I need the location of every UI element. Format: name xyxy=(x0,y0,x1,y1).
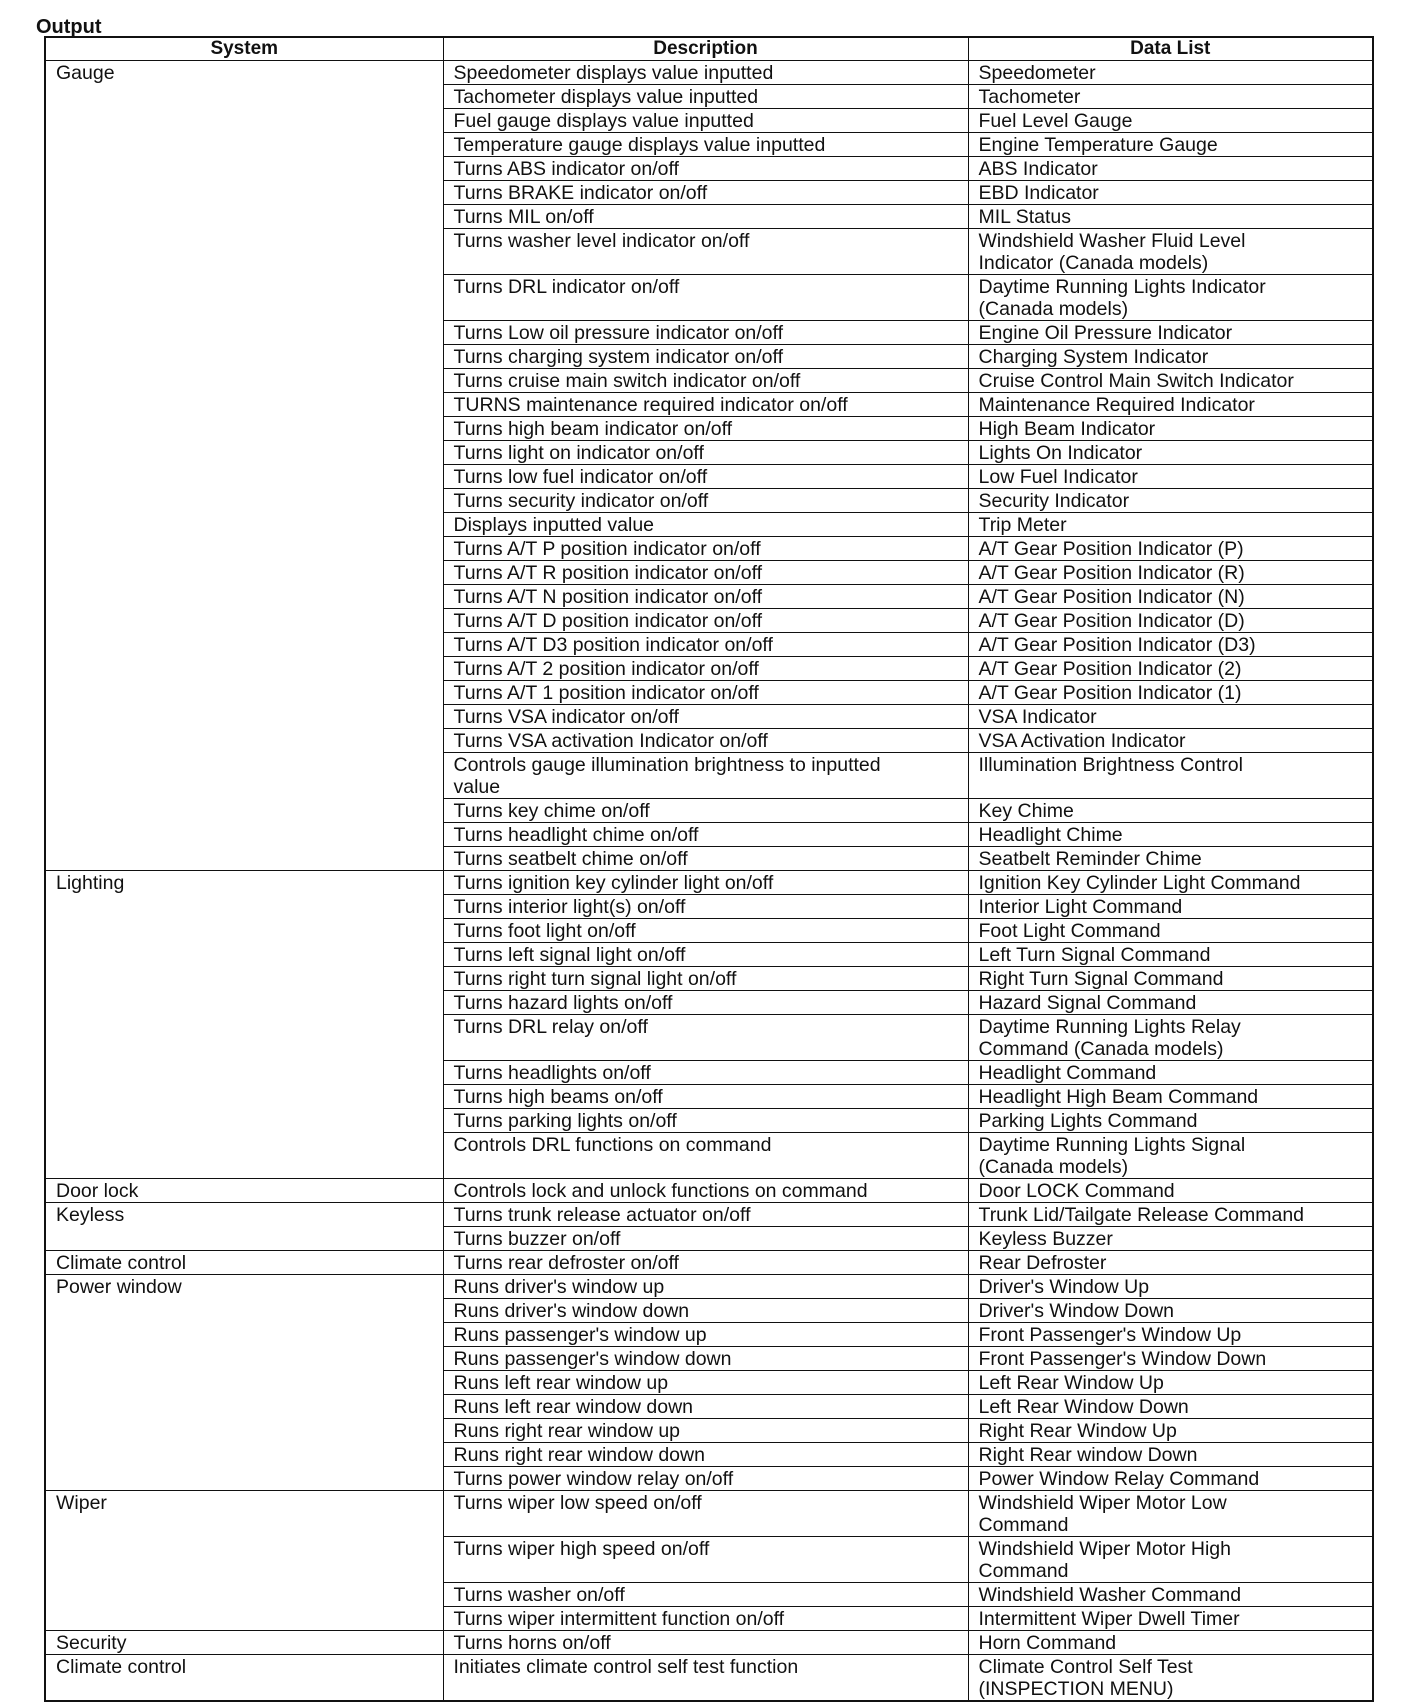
system-cell: Power window xyxy=(45,1275,443,1491)
data-list-cell: A/T Gear Position Indicator (R) xyxy=(968,561,1373,585)
description-cell: Turns ignition key cylinder light on/off xyxy=(443,871,968,895)
description-cell: Turns A/T 1 position indicator on/off xyxy=(443,681,968,705)
description-cell: Turns low fuel indicator on/off xyxy=(443,465,968,489)
data-list-cell: Keyless Buzzer xyxy=(968,1227,1373,1251)
description-cell: Turns security indicator on/off xyxy=(443,489,968,513)
table-row xyxy=(45,1631,1373,1655)
system-cell: Wiper xyxy=(45,1491,443,1631)
header-system: System xyxy=(45,37,443,61)
data-list-cell: A/T Gear Position Indicator (N) xyxy=(968,585,1373,609)
table-row xyxy=(45,1179,1373,1203)
description-cell: TURNS maintenance required indicator on/off xyxy=(443,393,968,417)
data-list-cell: Daytime Running Lights Indicator (Canada models) xyxy=(968,275,1373,321)
description-cell: Turns high beam indicator on/off xyxy=(443,417,968,441)
data-list-cell: Interior Light Command xyxy=(968,895,1373,919)
description-cell: Runs left rear window down xyxy=(443,1395,968,1419)
output-table-wrapper xyxy=(44,36,1372,1702)
table-row xyxy=(45,1655,1373,1702)
data-list-cell: Driver's Window Down xyxy=(968,1299,1373,1323)
data-list-cell: Windshield Washer Fluid Level Indicator (Canada models) xyxy=(968,229,1373,275)
description-cell: Runs driver's window down xyxy=(443,1299,968,1323)
description-cell: Turns ABS indicator on/off xyxy=(443,157,968,181)
description-cell: Turns light on indicator on/off xyxy=(443,441,968,465)
data-list-cell: Fuel Level Gauge xyxy=(968,109,1373,133)
description-cell: Turns VSA indicator on/off xyxy=(443,705,968,729)
data-list-cell: Maintenance Required Indicator xyxy=(968,393,1373,417)
data-list-cell: Driver's Window Up xyxy=(968,1275,1373,1299)
data-list-cell: Trip Meter xyxy=(968,513,1373,537)
output-table xyxy=(44,36,1374,1702)
data-list-cell: A/T Gear Position Indicator (D3) xyxy=(968,633,1373,657)
description-cell: Speedometer displays value inputted xyxy=(443,61,968,85)
description-cell: Turns buzzer on/off xyxy=(443,1227,968,1251)
description-cell: Displays inputted value xyxy=(443,513,968,537)
system-cell: Keyless xyxy=(45,1203,443,1251)
description-cell: Initiates climate control self test function xyxy=(443,1655,968,1702)
table-row xyxy=(45,1251,1373,1275)
description-cell: Turns Low oil pressure indicator on/off xyxy=(443,321,968,345)
page-title: Output xyxy=(36,16,102,38)
data-list-cell: MIL Status xyxy=(968,205,1373,229)
description-cell: Turns left signal light on/off xyxy=(443,943,968,967)
description-cell: Turns A/T 2 position indicator on/off xyxy=(443,657,968,681)
data-list-cell: Lights On Indicator xyxy=(968,441,1373,465)
data-list-cell: Illumination Brightness Control xyxy=(968,753,1373,799)
table-row xyxy=(45,1491,1373,1537)
data-list-cell: Seatbelt Reminder Chime xyxy=(968,847,1373,871)
data-list-cell: Ignition Key Cylinder Light Command xyxy=(968,871,1373,895)
description-cell: Runs right rear window up xyxy=(443,1419,968,1443)
description-cell: Runs left rear window up xyxy=(443,1371,968,1395)
description-cell: Runs passenger's window down xyxy=(443,1347,968,1371)
data-list-cell: A/T Gear Position Indicator (P) xyxy=(968,537,1373,561)
data-list-cell: Trunk Lid/Tailgate Release Command xyxy=(968,1203,1373,1227)
description-cell: Turns seatbelt chime on/off xyxy=(443,847,968,871)
data-list-cell: Right Rear Window Up xyxy=(968,1419,1373,1443)
description-cell: Turns parking lights on/off xyxy=(443,1109,968,1133)
data-list-cell: VSA Indicator xyxy=(968,705,1373,729)
data-list-cell: EBD Indicator xyxy=(968,181,1373,205)
description-cell: Turns A/T D position indicator on/off xyxy=(443,609,968,633)
description-cell: Runs right rear window down xyxy=(443,1443,968,1467)
system-cell: Door lock xyxy=(45,1179,443,1203)
description-cell: Turns trunk release actuator on/off xyxy=(443,1203,968,1227)
description-cell: Turns interior light(s) on/off xyxy=(443,895,968,919)
description-cell: Turns key chime on/off xyxy=(443,799,968,823)
description-cell: Turns wiper high speed on/off xyxy=(443,1537,968,1583)
data-list-cell: Cruise Control Main Switch Indicator xyxy=(968,369,1373,393)
system-cell: Lighting xyxy=(45,871,443,1179)
data-list-cell: Front Passenger's Window Up xyxy=(968,1323,1373,1347)
data-list-cell: Engine Temperature Gauge xyxy=(968,133,1373,157)
description-cell: Turns headlights on/off xyxy=(443,1061,968,1085)
description-cell: Turns VSA activation Indicator on/off xyxy=(443,729,968,753)
description-cell: Turns power window relay on/off xyxy=(443,1467,968,1491)
data-list-cell: Headlight Chime xyxy=(968,823,1373,847)
description-cell: Turns cruise main switch indicator on/off xyxy=(443,369,968,393)
data-list-cell: Charging System Indicator xyxy=(968,345,1373,369)
data-list-cell: Right Turn Signal Command xyxy=(968,967,1373,991)
data-list-cell: Left Turn Signal Command xyxy=(968,943,1373,967)
data-list-cell: Windshield Wiper Motor High Command xyxy=(968,1537,1373,1583)
data-list-cell: Key Chime xyxy=(968,799,1373,823)
header-data-list: Data List xyxy=(968,37,1373,61)
description-cell: Turns right turn signal light on/off xyxy=(443,967,968,991)
data-list-cell: Low Fuel Indicator xyxy=(968,465,1373,489)
data-list-cell: Left Rear Window Down xyxy=(968,1395,1373,1419)
data-list-cell: High Beam Indicator xyxy=(968,417,1373,441)
description-cell: Turns DRL relay on/off xyxy=(443,1015,968,1061)
data-list-cell: VSA Activation Indicator xyxy=(968,729,1373,753)
data-list-cell: Horn Command xyxy=(968,1631,1373,1655)
description-cell: Turns DRL indicator on/off xyxy=(443,275,968,321)
data-list-cell: Windshield Wiper Motor Low Command xyxy=(968,1491,1373,1537)
description-cell: Turns high beams on/off xyxy=(443,1085,968,1109)
data-list-cell: Intermittent Wiper Dwell Timer xyxy=(968,1607,1373,1631)
description-cell: Turns A/T P position indicator on/off xyxy=(443,537,968,561)
description-cell: Turns headlight chime on/off xyxy=(443,823,968,847)
table-row xyxy=(45,1275,1373,1299)
data-list-cell: Speedometer xyxy=(968,61,1373,85)
data-list-cell: Security Indicator xyxy=(968,489,1373,513)
description-cell: Temperature gauge displays value inputted xyxy=(443,133,968,157)
system-cell: Gauge xyxy=(45,61,443,871)
data-list-cell: Power Window Relay Command xyxy=(968,1467,1373,1491)
description-cell: Turns washer level indicator on/off xyxy=(443,229,968,275)
data-list-cell: A/T Gear Position Indicator (2) xyxy=(968,657,1373,681)
description-cell: Turns hazard lights on/off xyxy=(443,991,968,1015)
system-cell: Climate control xyxy=(45,1251,443,1275)
data-list-cell: Headlight High Beam Command xyxy=(968,1085,1373,1109)
data-list-cell: Rear Defroster xyxy=(968,1251,1373,1275)
data-list-cell: Parking Lights Command xyxy=(968,1109,1373,1133)
data-list-cell: Headlight Command xyxy=(968,1061,1373,1085)
data-list-cell: Right Rear window Down xyxy=(968,1443,1373,1467)
data-list-cell: Left Rear Window Up xyxy=(968,1371,1373,1395)
data-list-cell: Hazard Signal Command xyxy=(968,991,1373,1015)
data-list-cell: Foot Light Command xyxy=(968,919,1373,943)
description-cell: Turns washer on/off xyxy=(443,1583,968,1607)
description-cell: Turns MIL on/off xyxy=(443,205,968,229)
description-cell: Tachometer displays value inputted xyxy=(443,85,968,109)
data-list-cell: A/T Gear Position Indicator (D) xyxy=(968,609,1373,633)
data-list-cell: ABS Indicator xyxy=(968,157,1373,181)
data-list-cell: Windshield Washer Command xyxy=(968,1583,1373,1607)
description-cell: Turns horns on/off xyxy=(443,1631,968,1655)
description-cell: Fuel gauge displays value inputted xyxy=(443,109,968,133)
data-list-cell: Daytime Running Lights Signal (Canada models) xyxy=(968,1133,1373,1179)
data-list-cell: Front Passenger's Window Down xyxy=(968,1347,1373,1371)
description-cell: Turns wiper low speed on/off xyxy=(443,1491,968,1537)
data-list-cell: Climate Control Self Test (INSPECTION MENU) xyxy=(968,1655,1373,1702)
description-cell: Turns A/T R position indicator on/off xyxy=(443,561,968,585)
table-body xyxy=(45,61,1373,1702)
description-cell: Controls lock and unlock functions on command xyxy=(443,1179,968,1203)
table-row xyxy=(45,871,1373,895)
data-list-cell: Daytime Running Lights Relay Command (Canada models) xyxy=(968,1015,1373,1061)
description-cell: Turns charging system indicator on/off xyxy=(443,345,968,369)
data-list-cell: Door LOCK Command xyxy=(968,1179,1373,1203)
table-row xyxy=(45,1203,1373,1227)
header-description: Description xyxy=(443,37,968,61)
data-list-cell: Engine Oil Pressure Indicator xyxy=(968,321,1373,345)
table-row xyxy=(45,61,1373,85)
description-cell: Turns A/T N position indicator on/off xyxy=(443,585,968,609)
system-cell: Climate control xyxy=(45,1655,443,1702)
description-cell: Turns A/T D3 position indicator on/off xyxy=(443,633,968,657)
description-cell: Turns BRAKE indicator on/off xyxy=(443,181,968,205)
description-cell: Turns wiper intermittent function on/off xyxy=(443,1607,968,1631)
description-cell: Turns rear defroster on/off xyxy=(443,1251,968,1275)
data-list-cell: A/T Gear Position Indicator (1) xyxy=(968,681,1373,705)
description-cell: Controls gauge illumination brightness to inputted value xyxy=(443,753,968,799)
description-cell: Runs passenger's window up xyxy=(443,1323,968,1347)
description-cell: Runs driver's window up xyxy=(443,1275,968,1299)
description-cell: Controls DRL functions on command xyxy=(443,1133,968,1179)
system-cell: Security xyxy=(45,1631,443,1655)
table-header-row xyxy=(45,37,1373,61)
description-cell: Turns foot light on/off xyxy=(443,919,968,943)
data-list-cell: Tachometer xyxy=(968,85,1373,109)
